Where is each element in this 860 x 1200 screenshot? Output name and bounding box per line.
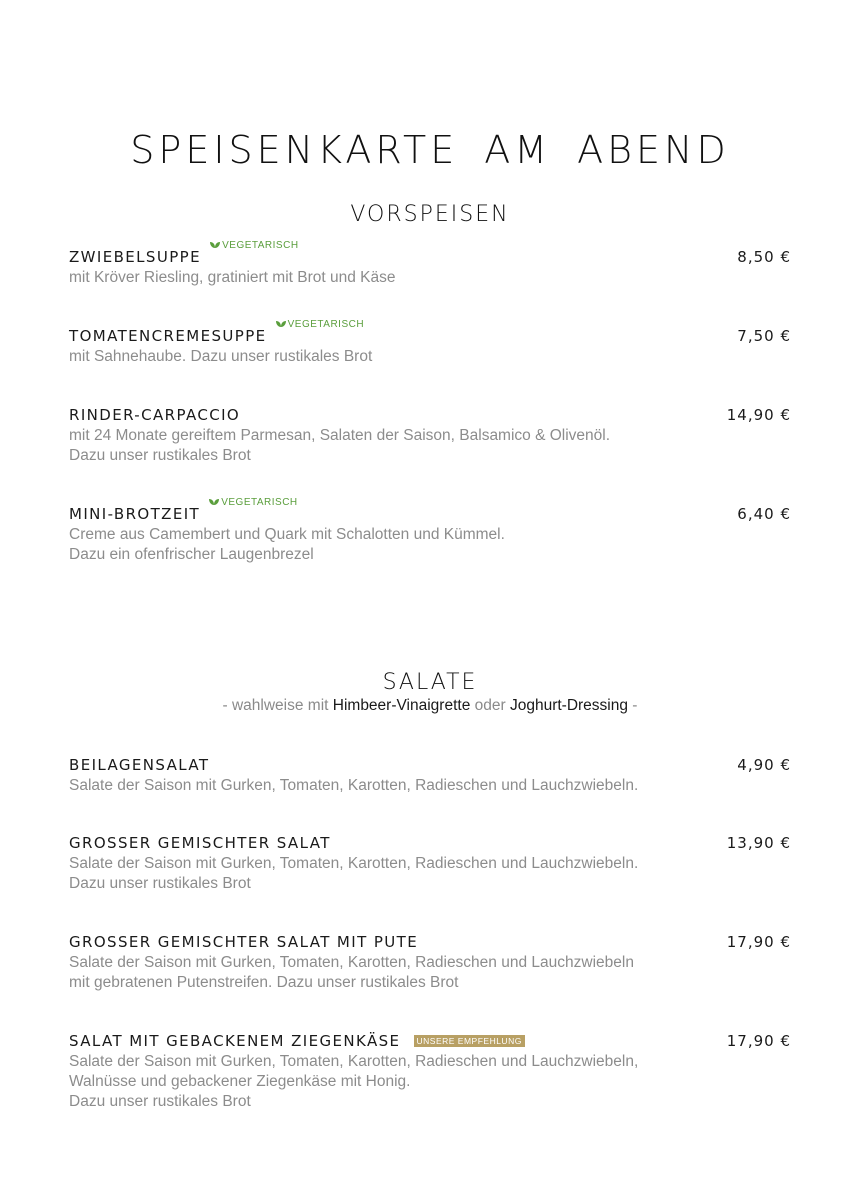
item-description-line: mit Sahnehaube. Dazu unser rustikales Brot <box>69 348 373 365</box>
item-description-line: mit 24 Monate gereiftem Parmesan, Salaten der Saison, Balsamico & Olivenöl. <box>69 427 611 444</box>
item-name: RINDER-CARPACCIO <box>69 406 241 424</box>
item-description-line: Dazu unser rustikales Brot <box>69 1093 251 1110</box>
page-title: SPEISENKARTE AM ABEND <box>130 128 730 172</box>
leaf-icon <box>210 241 220 249</box>
item-name: SALAT MIT GEBACKENEM ZIEGENKÄSE <box>69 1032 401 1050</box>
vegetarian-badge: VEGETARISCH <box>276 318 364 332</box>
item-description-line: Walnüsse und gebackener Ziegenkäse mit Honig. <box>69 1073 411 1090</box>
item-name: BEILAGENSALAT <box>69 756 210 774</box>
menu-item-ziegenkaese-salat <box>69 1030 791 1112</box>
menu-item-salat-mit-pute <box>69 931 791 993</box>
item-description-line: mit Kröver Riesling, gratiniert mit Brot und Käse <box>69 269 396 286</box>
vegetarian-badge: VEGETARISCH <box>210 239 298 253</box>
leaf-icon <box>276 320 286 328</box>
item-description-line: Creme aus Camembert und Quark mit Schalotten und Kümmel. <box>69 526 505 543</box>
item-description-line: Salate der Saison mit Gurken, Tomaten, Karotten, Radieschen und Lauchzwiebeln, <box>69 1053 639 1070</box>
dressing-subtitle: - wahlweise mit Himbeer-Vinaigrette oder Joghurt-Dressing - <box>222 697 638 714</box>
menu-item-mini-brotzeit <box>69 497 791 565</box>
item-description-line: Dazu ein ofenfrischer Laugenbrezel <box>69 546 314 563</box>
leaf-icon <box>209 498 219 506</box>
item-name: GROSSER GEMISCHTER SALAT <box>69 834 331 852</box>
item-price: 7,50 € <box>737 327 791 345</box>
item-description-line: Dazu unser rustikales Brot <box>69 875 251 892</box>
item-price: 6,40 € <box>737 505 791 523</box>
dressing-option: Joghurt-Dressing <box>509 697 628 714</box>
item-description-line: Dazu unser rustikales Brot <box>69 447 251 464</box>
item-name: MINI-BROTZEIT <box>69 505 201 523</box>
section-title-vorspeisen: VORSPEISEN <box>350 202 510 227</box>
dressing-option: Himbeer-Vinaigrette <box>332 697 471 714</box>
vegetarian-badge: VEGETARISCH <box>209 496 297 510</box>
item-name: GROSSER GEMISCHTER SALAT MIT PUTE <box>69 933 419 951</box>
menu-item-rinder-carpaccio <box>69 404 791 466</box>
menu-item-zwiebelsuppe <box>69 240 791 288</box>
item-price: 8,50 € <box>737 248 791 266</box>
item-price: 4,90 € <box>737 756 791 774</box>
menu-item-beilagensalat <box>69 754 791 796</box>
item-description-line: Salate der Saison mit Gurken, Tomaten, Karotten, Radieschen und Lauchzwiebeln <box>69 954 634 971</box>
item-description-line: Salate der Saison mit Gurken, Tomaten, Karotten, Radieschen und Lauchzwiebeln. <box>69 777 639 794</box>
item-description-line: Salate der Saison mit Gurken, Tomaten, Karotten, Radieschen und Lauchzwiebeln. <box>69 855 639 872</box>
item-name: ZWIEBELSUPPE <box>69 248 202 266</box>
recommendation-badge: UNSERE EMPFEHLUNG <box>414 1035 525 1047</box>
section-title-salate: SALATE <box>382 670 478 695</box>
menu-item-tomatencremesuppe <box>69 319 791 367</box>
item-price: 17,90 € <box>726 1032 791 1050</box>
item-price: 13,90 € <box>726 834 791 852</box>
item-description-line: mit gebratenen Putenstreifen. Dazu unser rustikales Brot <box>69 974 459 991</box>
item-price: 17,90 € <box>726 933 791 951</box>
menu-item-grosser-gemischter-salat <box>69 832 791 894</box>
item-price: 14,90 € <box>726 406 791 424</box>
item-name: TOMATENCREMESUPPE <box>69 327 267 345</box>
